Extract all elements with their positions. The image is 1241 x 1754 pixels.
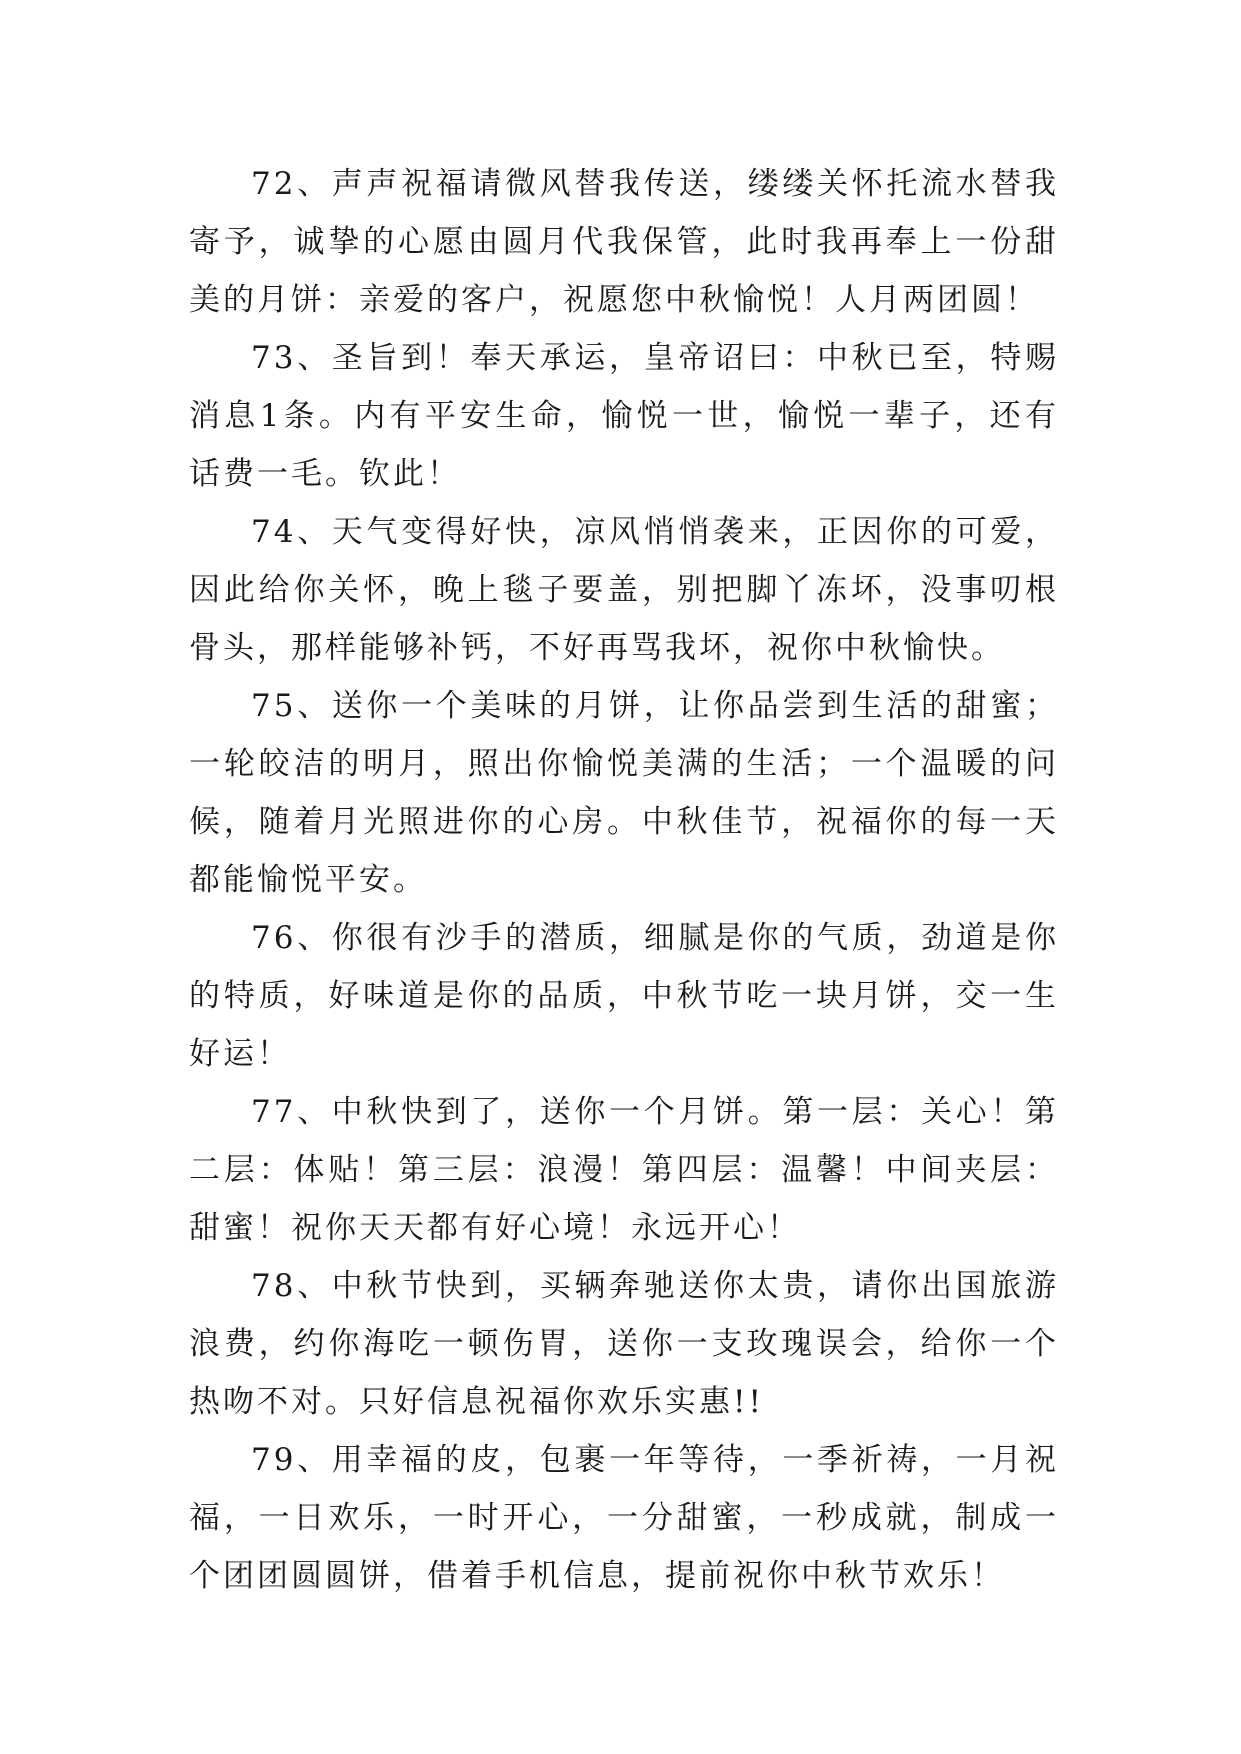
paragraph-74: 74、天气变得好快，凉风悄悄袭来，正因你的可爱，因此给你关怀，晚上毯子要盖，别把脚丫冻坏，没事叨根骨头，那样能够补钙，不好再骂我坏，祝你中秋愉快。 <box>189 514 1059 666</box>
paragraph-76: 76、你很有沙手的潜质，细腻是你的气质，劲道是你的特质，好味道是你的品质，中秋节吃一块月饼，交一生好运！ <box>189 920 1059 1072</box>
paragraph-79: 79、用幸福的皮，包裹一年等待，一季祈祷，一月祝福，一日欢乐，一时开心，一分甜蜜，一秒成就，制成一个团团圆圆饼，借着手机信息，提前祝你中秋节欢乐！ <box>189 1442 1059 1594</box>
document-body <box>189 155 1059 1605</box>
paragraph-77: 77、中秋快到了，送你一个月饼。第一层：关心！第二层：体贴！第三层：浪漫！第四层：温馨！中间夹层：甜蜜！祝你天天都有好心境！永远开心！ <box>189 1094 1059 1246</box>
paragraph-78: 78、中秋节快到，买辆奔驰送你太贵，请你出国旅游浪费，约你海吃一顿伤胃，送你一支玫瑰误会，给你一个热吻不对。只好信息祝福你欢乐实惠!! <box>189 1268 1059 1420</box>
paragraph-75: 75、送你一个美味的月饼，让你品尝到生活的甜蜜；一轮皎洁的明月，照出你愉悦美满的生活；一个温暖的问候，随着月光照进你的心房。中秋佳节，祝福你的每一天都能愉悦平安。 <box>189 688 1059 898</box>
paragraph-73: 73、圣旨到！奉天承运，皇帝诏曰：中秋已至，特赐消息1条。内有平安生命，愉悦一世，愉悦一辈子，还有话费一毛。钦此！ <box>189 340 1059 492</box>
paragraph-72: 72、声声祝福请微风替我传送，缕缕关怀托流水替我寄予，诚挚的心愿由圆月代我保管，此时我再奉上一份甜美的月饼：亲爱的客户，祝愿您中秋愉悦！人月两团圆！ <box>189 166 1059 318</box>
